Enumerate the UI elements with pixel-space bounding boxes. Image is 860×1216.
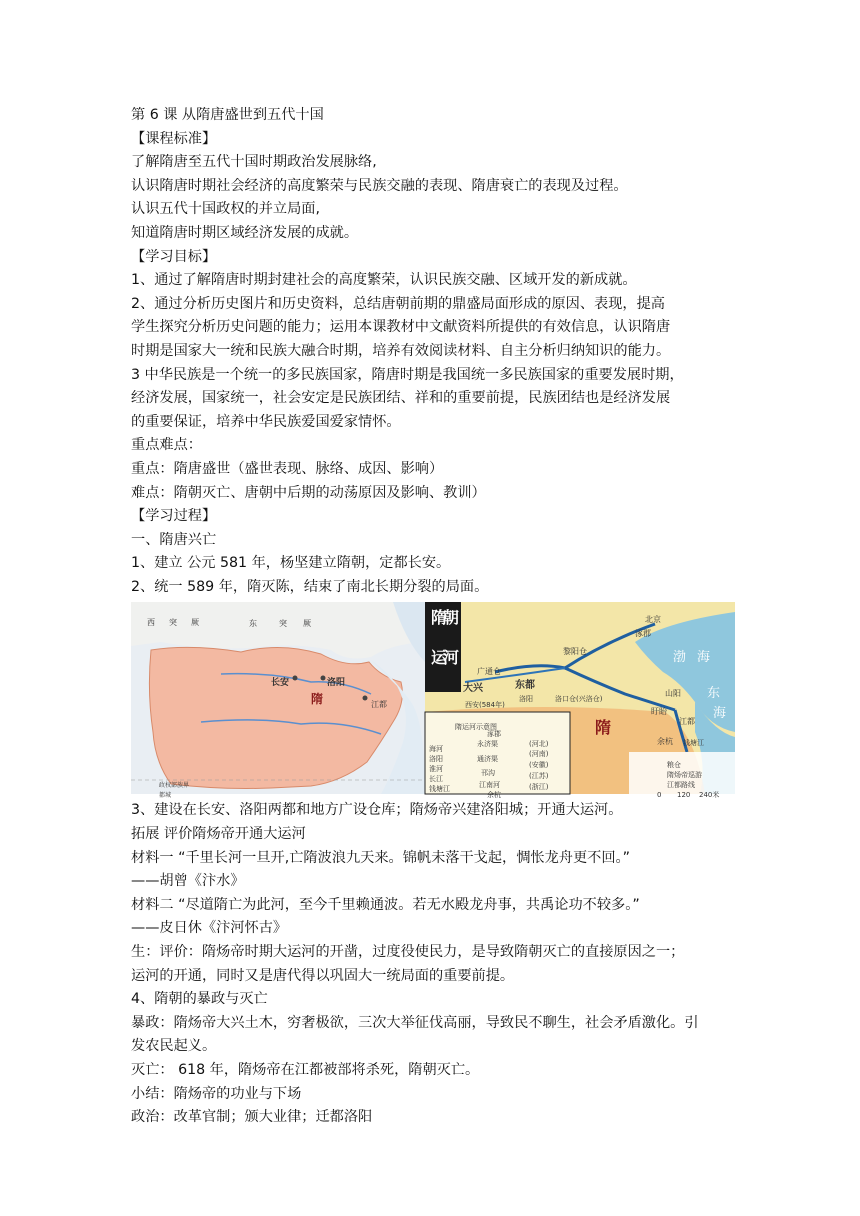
map2-inset-label: (河南) [529, 750, 549, 759]
map2-inset-label: 淮河 [429, 765, 443, 774]
text-line: 拓展 评价隋炀帝开通大运河 [131, 826, 306, 843]
map1-legend-label: 政权部族界 [159, 782, 190, 790]
text-line: 2、通过分析历史图片和历史资料，总结唐朝前期的鼎盛局面形成的原因、表现，提高 [131, 295, 665, 312]
text-line: 经济发展，国家统一，社会安定是民族团结、祥和的重要前提，民族团结也是经济发展 [131, 390, 671, 407]
map2-inset-label: (江苏) [529, 772, 549, 781]
map2-scale-label: 120 [677, 791, 691, 800]
text-line: 重点难点： [131, 437, 202, 454]
text-line: 【学习目标】 [131, 248, 217, 265]
map2-scale-label: 240米 [699, 791, 720, 800]
map2-inset-label: 通济渠 [477, 755, 498, 764]
map2-scale-label: 0 [657, 791, 662, 800]
text-line: 时期是国家大一统和民族大融合时期，培养有效阅读材料、自主分析归纳知识的能力。 [131, 342, 671, 359]
text-line: 一、隋唐兴亡 [131, 531, 217, 548]
text-line: 【学习过程】 [131, 508, 217, 525]
text-line: 4、隋朝的暴政与灭亡 [131, 991, 268, 1008]
map2-label: 余杭 [657, 737, 673, 747]
map2-label: 广通仓 [477, 667, 501, 677]
text-line: 学生探究分析历史问题的能力；运用本课教材中文献资料所提供的有效信息，认识隋唐 [131, 319, 671, 336]
text-line: 暴政：隋炀帝大兴土木，穷奢极欲，三次大举征伐高丽，导致民不聊生，社会矛盾激化。引 [131, 1014, 699, 1031]
map1-legend-label: 都城 [159, 792, 172, 800]
map2-inset-label: 永济渠 [477, 740, 498, 749]
map2-label: 涿郡 [635, 629, 651, 639]
text-line: 材料二 “尽道隋亡为此河，至今千里赖通波。若无水殿龙舟事，共禹论功不较多。” [131, 896, 640, 913]
map2-inset-label: 邗沟 [481, 769, 495, 778]
map2-inset-label: 江南河 [479, 781, 500, 790]
map2-title-char: 隋 [431, 608, 448, 628]
map2-title-char: 朝 [443, 608, 460, 628]
map2-label: 山阳 [665, 689, 681, 699]
text-line: 重点：隋唐盛世（盛世表现、脉络、成因、影响） [131, 460, 444, 477]
map1-label: 厥 [191, 618, 199, 628]
map2-inset-label: 涿郡 [487, 730, 501, 739]
map2-city-label: 大兴 [463, 683, 483, 695]
map2-dynasty-label: 隋 [595, 718, 612, 738]
map2-inset-label: 长江 [429, 775, 443, 784]
map2-label: 西安(584年) [465, 701, 505, 710]
text-line: 知道隋唐时期区域经济发展的成就。 [131, 224, 359, 241]
map2-label: 黎阳仓 [563, 647, 587, 657]
text-line: 认识五代十国政权的并立局面, [131, 201, 320, 218]
map2-sea-label: 东 [707, 686, 721, 702]
text-line: ——皮日休《汴河怀古》 [131, 920, 288, 937]
map2-label: 江都 [679, 717, 695, 727]
text-line: 1、通过了解隋唐时期封建社会的高度繁荣，认识民族交融、区域开发的新成就。 [131, 272, 637, 289]
map2-sea-label: 渤 [673, 650, 687, 666]
text-line: 【课程标准】 [131, 130, 217, 147]
map2-title-char: 河 [443, 648, 460, 668]
map2-inset-label: (浙江) [529, 783, 549, 792]
text-line: 政治：改革官制；颁大业律；迁都洛阳 [131, 1109, 373, 1126]
map2-label: 北京 [645, 615, 661, 625]
map2-inset-label: 钱塘江 [429, 785, 450, 794]
document-page [131, 104, 731, 1130]
text-line: 第 6 课 从隋唐盛世到五代十国 [131, 107, 324, 123]
text-line: 的重要保证，培养中华民族爱国爱家情怀。 [131, 413, 401, 430]
text-line: 了解隋唐至五代十国时期政治发展脉络, [131, 154, 377, 171]
map2-inset-label: 海河 [429, 745, 443, 754]
map2-sea-label: 海 [697, 650, 711, 666]
text-line: 3 中华民族是一个统一的多民族国家，隋唐时期是我国统一多民族国家的重要发展时期， [131, 366, 684, 383]
text-line: 材料一 “千里长河一旦开,亡隋波浪九天来。锦帆未落干戈起，惆怅龙舟更不回。” [131, 849, 630, 866]
map2-label: 盱眙 [651, 707, 667, 717]
map2-sea-label: 海 [713, 706, 727, 722]
map1-label: 东 [249, 619, 257, 629]
map1-city-label: 洛阳 [327, 678, 346, 689]
map1-label: 西 [147, 618, 155, 628]
text-line: ——胡曾《汴水》 [131, 873, 245, 890]
text-line: 灭亡： 618 年，隋炀帝在江都被部将杀死，隋朝灭亡。 [131, 1062, 480, 1078]
map2-label: 洛口仓(兴洛仓) [555, 695, 603, 704]
map2-legend-label: 江都路线 [667, 781, 695, 790]
sui-canal-map [425, 602, 735, 800]
text-line: 3、建设在长安、洛阳两都和地方广设仓库；隋炀帝兴建洛阳城；开通大运河。 [131, 802, 623, 819]
map2-legend-label: 粮仓 [667, 761, 681, 770]
sui-territory-map [131, 602, 425, 800]
map2-legend-label: 隋炀帝巡游 [667, 771, 702, 780]
map1-label: 厥 [303, 619, 311, 629]
map2-city-label: 东都 [515, 680, 535, 692]
text-line: 难点：隋朝灭亡、唐朝中后期的动荡原因及影响、教训） [131, 484, 486, 501]
text-line: 生：评价：隋炀帝时期大运河的开凿，过度役使民力，是导致隋朝灭亡的直接原因之一； [131, 944, 685, 961]
map1-label: 突 [169, 618, 177, 628]
text-line: 2、统一 589 年，隋灭陈，结束了南北长期分裂的局面。 [131, 578, 489, 595]
map1-city-label: 长安 [271, 678, 290, 689]
map2-inset-label: (河北) [529, 740, 549, 749]
text-line: 小结：隋炀帝的功业与下场 [131, 1085, 302, 1102]
map2-inset-label: (安徽) [529, 761, 549, 770]
map2-inset-label: 余杭 [487, 791, 501, 800]
map2-inset-label: 洛阳 [429, 755, 443, 764]
map2-label: 钱塘江 [683, 739, 704, 748]
map1-dynasty-label: 隋 [311, 692, 324, 707]
text-line: 1、建立 公元 581 年，杨坚建立隋朝，定都长安。 [131, 555, 451, 572]
map1-label: 突 [279, 619, 287, 629]
map1-city-label: 江都 [371, 700, 387, 710]
text-line: 发农民起义。 [131, 1038, 217, 1055]
maps-row [131, 602, 731, 800]
map2-inset-title: 隋运河示意图 [455, 723, 497, 732]
text-line: 认识隋唐时期社会经济的高度繁荣与民族交融的表现、隋唐衰亡的表现及过程。 [131, 177, 628, 194]
text-line: 运河的开通，同时又是唐代得以巩固大一统局面的重要前提。 [131, 967, 515, 984]
map2-label: 洛阳 [519, 695, 533, 704]
map2-title-char: 运 [431, 648, 448, 668]
